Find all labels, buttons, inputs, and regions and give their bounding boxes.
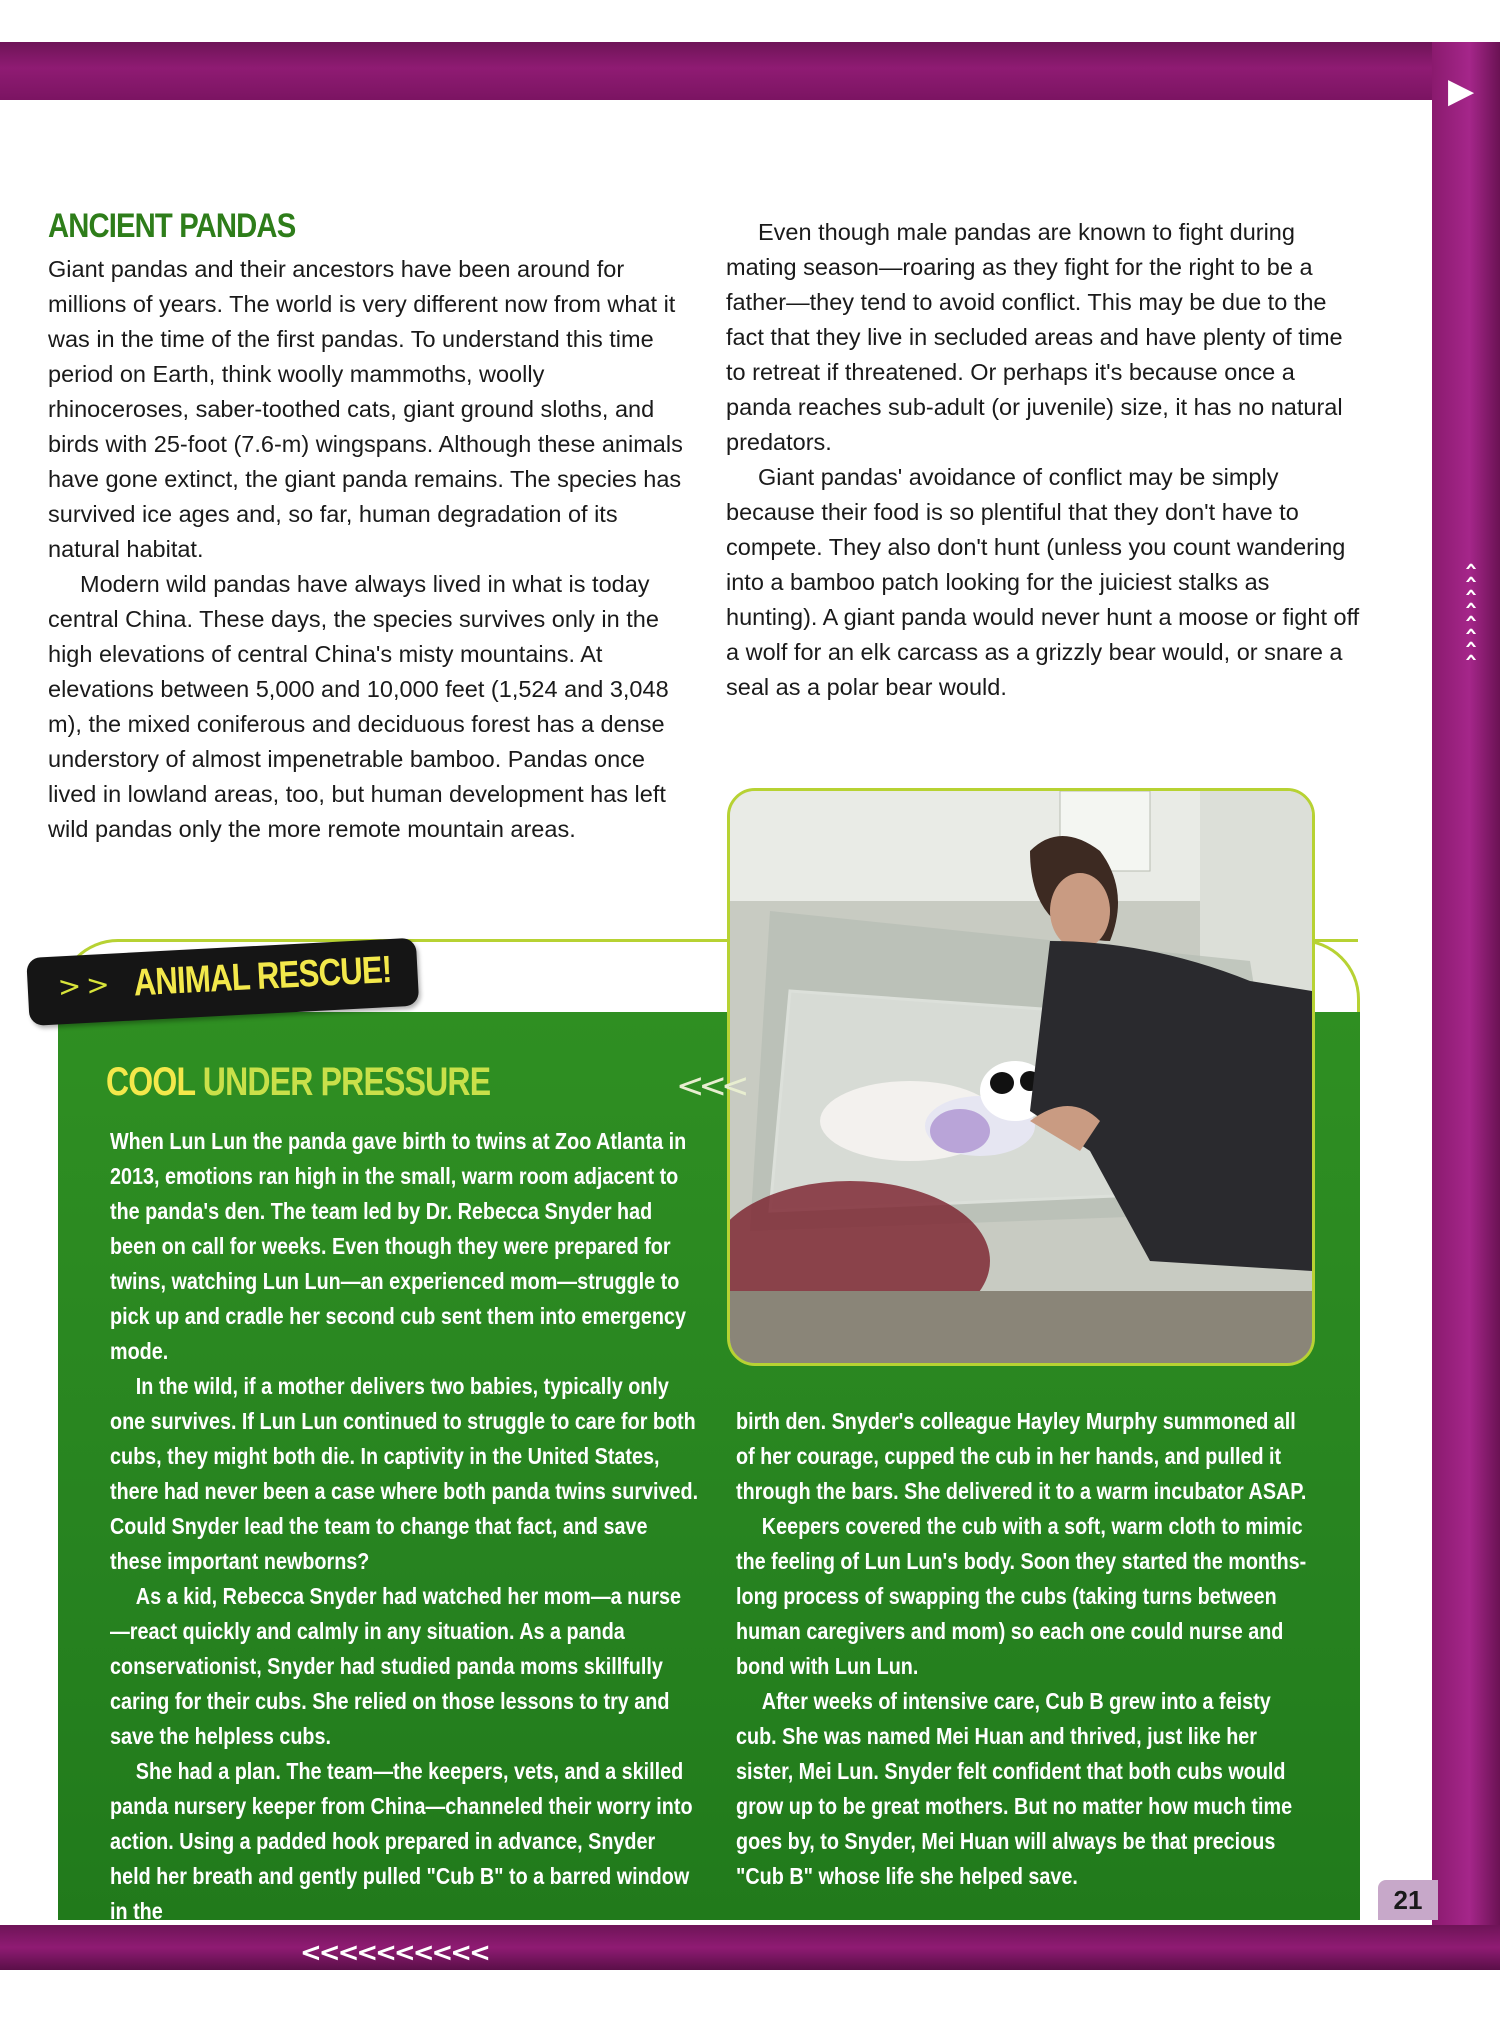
rescue-left-column <box>110 1124 700 1929</box>
page-frame-right <box>1432 42 1500 1962</box>
article-paragraph: Even though male pandas are known to fight during mating season—roaring as they fight for the right to be a father—they tend to avoid conflict. This may be due to the fact that they live in secluded areas and have plenty of time to retreat if threatened. Or perhaps it's because once a panda reaches sub-adult (or juvenile) size, it has no natural predators. <box>726 219 1343 455</box>
rescue-paragraph: When Lun Lun the panda gave birth to twins at Zoo Atlanta in 2013, emotions ran high in the small, warm room adjacent to the panda's den. The team led by Dr. Rebecca Snyder had been on call for weeks. Even though they were prepared for twins, watching Lun Lun—an experienced mom—struggle to pick up and cradle her second cub sent them into emergency mode. <box>110 1128 687 1364</box>
rescue-paragraph: In the wild, if a mother delivers two babies, typically only one survives. If Lun Lun continued to struggle to care for both cubs, they might both die. In captivity in the United States, there had never been a case where both panda twins survived. Could Snyder lead the team to change that fact, and save these important newborns? <box>110 1373 699 1574</box>
article-right-column <box>726 215 1366 705</box>
side-chevrons-icon: ‹ ‹ ‹ ‹ ‹ ‹ ‹ ‹ <box>1458 561 1484 663</box>
rescue-heading-word1: COOL <box>106 1060 195 1104</box>
article-left-column <box>48 206 688 847</box>
page-frame-bottom <box>0 1925 1500 1970</box>
double-chevron-right-icon: > > <box>56 967 109 1004</box>
page-frame-top <box>0 42 1500 100</box>
page-number: 21 <box>1378 1880 1438 1920</box>
rescue-paragraph: As a kid, Rebecca Snyder had watched her mom—a nurse—react quickly and calmly in any situation. As a panda conservationist, Snyder had studied panda moms skillfully caring for their cubs. She relied on those lessons to try and save the helpless cubs. <box>110 1583 682 1749</box>
corner-arrow-icon: ▶ <box>1448 71 1475 111</box>
incubator-photo <box>727 788 1315 1366</box>
article-paragraph: Giant pandas' avoidance of conflict may be simply because their food is so plentiful that they don't have to compete. They also don't hunt (unless you count wandering into a bamboo patch looking for the juiciest stalks as hunting). A giant panda would never hunt a moose or fight off a wolf for an elk carcass as a grizzly bear would, or snare a seal as a polar bear would. <box>726 464 1360 700</box>
page-bottom-margin <box>0 1970 1500 2017</box>
animal-rescue-title: ANIMAL RESCUE! <box>132 948 393 1005</box>
rescue-box-heading <box>106 1060 490 1105</box>
article-paragraph: Modern wild pandas have always lived in what is today central China. These days, the species survives only in the high elevations of central China's misty mountains. At elevations between 5,000 and 10,000 feet (1,524 and 3,048 m), the mixed coniferous and deciduous forest has a dense understory of almost impenetrable bamboo. Pandas once lived in lowland areas, too, but human development has left wild pandas only the more remote mountain areas. <box>48 571 669 842</box>
rescue-paragraph: She had a plan. The team—the keepers, vets, and a skilled panda nursery keeper from China—channeled their worry into action. Using a padded hook prepared in advance, Snyder held her breath and gently pulled "Cub B" to a barred window in the <box>110 1758 693 1924</box>
incubator-photo-illustration <box>730 791 1312 1363</box>
article-paragraph: Giant pandas and their ancestors have been around for millions of years. The world is very different now from what it was in the time of the first pandas. To understand this time period on Earth, think woolly mammoths, woolly rhinoceroses, saber-toothed cats, giant ground sloths, and birds with 25-foot (7.6-m) wingspans. Although these animals have gone extinct, the giant panda remains. The species has survived ice ages and, so far, human degradation of its natural habitat. <box>48 256 683 562</box>
chevrons-left-icon: <<< <box>676 1066 744 1106</box>
rescue-heading-word2: UNDER PRESSURE <box>202 1060 491 1104</box>
bottom-chevrons-icon: <<<<<<<<<< <box>300 1938 488 1968</box>
rescue-paragraph: After weeks of intensive care, Cub B grew into a feisty cub. She was named Mei Huan and thrived, just like her sister, Mei Lun. Snyder felt confident that both cubs would grow up to be great mothers. But no matter how much time goes by, to Snyder, Mei Huan will always be that precious "Cub B" whose life she helped save. <box>736 1688 1293 1889</box>
rescue-paragraph: birth den. Snyder's colleague Hayley Murphy summoned all of her courage, cupped the cub in her hands, and pulled it through the bars. She delivered it to a warm incubator ASAP. <box>736 1408 1307 1504</box>
article-heading: ANCIENT PANDAS <box>48 207 296 245</box>
rescue-right-column <box>736 1404 1316 1894</box>
rescue-paragraph: Keepers covered the cub with a soft, warm cloth to mimic the feeling of Lun Lun's body. Soon they started the months-long process of swapping the cubs (taking turns between human caregivers and mom) so each one could nurse and bond with Lun Lun. <box>736 1513 1307 1679</box>
